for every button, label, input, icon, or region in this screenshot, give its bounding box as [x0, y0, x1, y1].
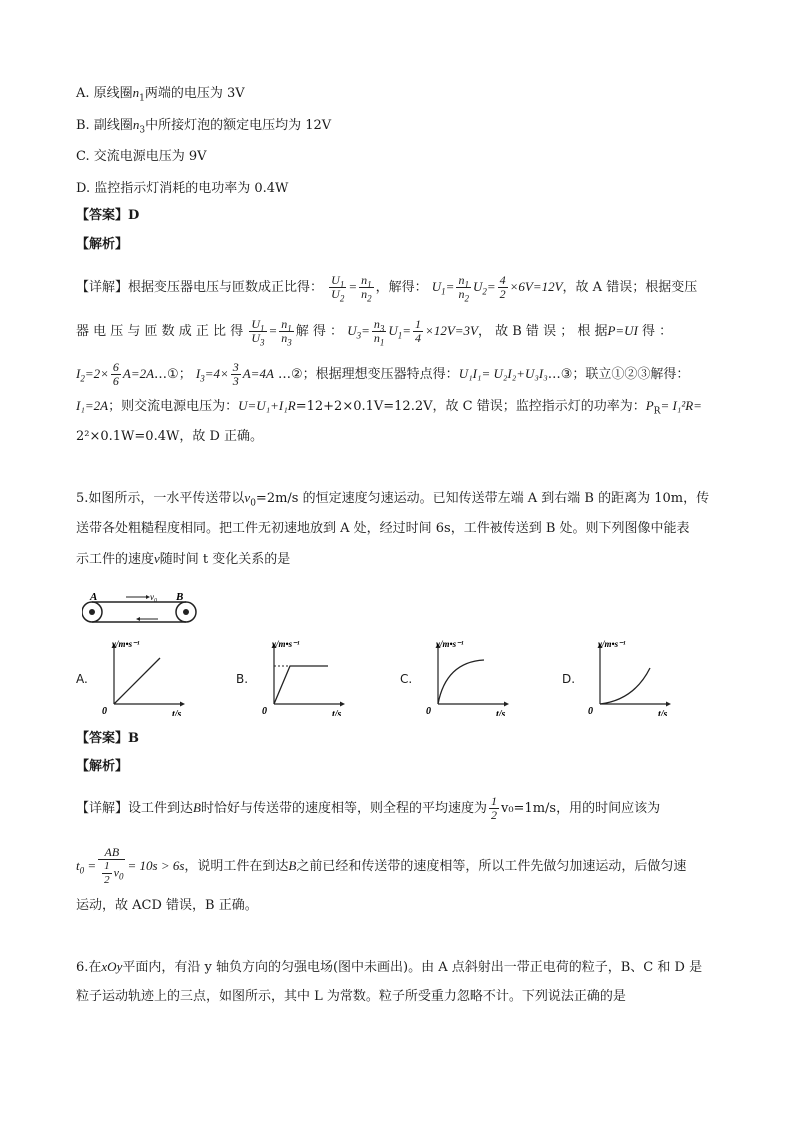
y-axis-label: v/m•s⁻¹	[598, 640, 626, 649]
option-letter: C.	[400, 672, 413, 686]
q5-detail-line3: 运动，故 ACD 错误，B 正确。	[76, 898, 258, 913]
q5-detail-line1: 【详解】设工件到达B时恰好与传送带的速度相等，则全程的平均速度为 $\frac{1}{2}$ v₀=1m/s，用的时间应该为	[76, 794, 661, 822]
x-axis-label: t/s	[172, 709, 182, 716]
vt-graph	[582, 640, 674, 716]
velocity-curve	[600, 668, 650, 704]
y-axis-label: v/m•s⁻¹	[112, 640, 140, 649]
y-axis-label: v/m•s⁻¹	[272, 640, 300, 649]
point-b-label: B	[176, 592, 184, 603]
origin-label: 0	[102, 706, 107, 716]
x-axis-label: t/s	[496, 709, 506, 716]
conveyor-belt-figure	[82, 592, 200, 632]
q5-detail-line2: $t_0$ = AB $\frac{1}{2}$ $v_0$ = 10s > 6s，说明工件在到达B之前已经和传送带的速度相等，所以工件先做匀加速运动，后做匀速	[76, 845, 687, 886]
velocity-curve	[438, 660, 484, 704]
option-letter: B.	[236, 672, 249, 686]
vt-graph	[420, 640, 512, 716]
q6-stem-line2: 粒子运动轨迹上的三点，如图所示，其中 L 为常数。粒子所受重力忽略不计。下列说法正确的是	[76, 989, 626, 1004]
option-letter: D.	[562, 672, 576, 686]
x-axis-label: t/s	[658, 709, 668, 716]
q4-analysis-heading: 【解析】	[76, 237, 129, 252]
q6-stem-line1: 6.在xOy平面内，有沿 y 轴负方向的匀强电场(图中未画出)。由 A 点斜射出一带正电荷的粒子，B、C 和 D 是	[76, 959, 703, 975]
q4-detail-line4: I₁=2A；则交流电源电压为：U=U₁+I₁R=12+2×0.1V=12.2V，故 C 错误；监控指示灯的功率为：$P_R= I_1^2R=$	[76, 398, 702, 417]
q5-stem-line2: 送带各处粗糙程度相同。把工件无初速地放到 A 处，经过时间 6s，工件被传送到 B 处。则下列图像中能表	[76, 521, 690, 536]
velocity-curve	[114, 658, 160, 704]
q5-analysis-heading: 【解析】	[76, 759, 129, 774]
option-c: C. 交流电源电压为 9V	[76, 149, 207, 164]
option-d: D. 监控指示灯消耗的电功率为 0.4W	[76, 181, 289, 196]
q4-detail-line3: $I_2=2\times$ $\frac{6}{6}$ A=2A…①； $I_3=4\times$ $\frac{3}{3}$ A=4A …②；根据理想变压器特点得：U₁I₁= U₂I₂+U₃I₃…③；联立①②③解得：	[76, 360, 690, 388]
q5-stem-line3: 示工件的速度v随时间 t 变化关系的是	[76, 551, 291, 567]
velocity-curve	[274, 666, 328, 704]
option-letter: A.	[76, 672, 88, 686]
origin-label: 0	[262, 706, 267, 716]
option-a: A. 原线圈$n_1$两端的电压为 3V	[76, 85, 245, 104]
vt-graph	[256, 640, 348, 716]
q4-detail-line1: 【详解】根据变压器电压与匝数成正比得： $\frac{U_1}{U_2}$ = $\frac{n_1}{n_2}$ ，解得： $U_1=$ $\frac{n_1}{n_2}$ $U_2=$ $\frac{4}{2}$ ×6V=12V，故 A 错误；根据变压	[76, 273, 698, 304]
y-axis-label: v/m•s⁻¹	[436, 640, 464, 649]
point-a-label: A	[90, 592, 98, 603]
vt-graph	[96, 640, 188, 716]
q5-stem-line1: 5.如图所示，一水平传送带以$v_0=2m/s$ 的恒定速度匀速运动。已知传送带左端 A 到右端 B 的距离为 10m，传	[76, 490, 710, 509]
q4-detail-line5: 2²×0.1W=0.4W，故 D 正确。	[76, 429, 264, 444]
q4-answer: 【答案】D	[76, 208, 140, 223]
origin-label: 0	[588, 706, 593, 716]
q5-answer: 【答案】B	[76, 731, 139, 746]
v0-label: v₀	[150, 592, 158, 602]
origin-label: 0	[426, 706, 431, 716]
q4-detail-line2: 器 电 压 与 匝 数 成 正 比 得 $\frac{U_1}{U_3}$ = $\frac{n_1}{n_3}$ 解 得 ： $U_3=$ $\frac{n_3}{n_1}$ $U_1=$ $\frac{1}{4}$ ×12V=3V， 故 B 错 误 ； 根 据P=UI 得 ：	[76, 317, 673, 348]
x-axis-label: t/s	[332, 709, 342, 716]
option-b: B. 副线圈$n_3$中所接灯泡的额定电压均为 12V	[76, 117, 332, 136]
